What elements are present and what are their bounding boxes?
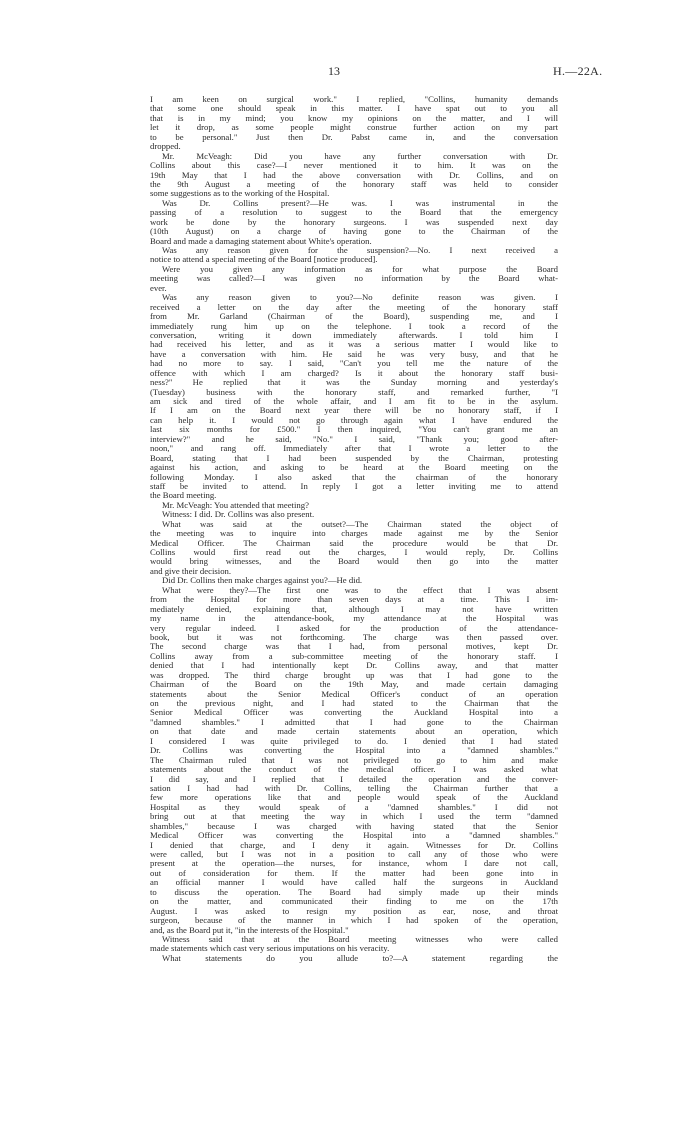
text-line: interview?" and he said, "No." I said, "Thank you; good after- [150, 434, 558, 444]
text-line: from Mr. Garland (Chairman of the Board), suspending me, and I [150, 312, 558, 322]
text-line: to be personal." Just then Dr. Pabst came in, and the conversation [150, 132, 558, 142]
text-line: Were you given any information as for what purpose the Board [162, 264, 558, 274]
text-line: If I am on the Board next year there will be no honorary staff, if I [150, 406, 558, 416]
text-line: Senior Medical Officer was converting the Auckland Hospital into a [150, 708, 558, 718]
text-line: to discuss the operation. The Board had simply made up their minds [150, 887, 558, 897]
text-line: I denied that charge, and I deny it again. Witnesses for Dr. Collins [150, 840, 558, 850]
text-line: made statements which cast very serious imputations on his veracity. [150, 944, 390, 954]
text-line: Chairman of the Board on the 19th May, and made certain damaging [150, 680, 558, 690]
text-line: let it drop, as some people might construe further action on my part [150, 123, 558, 133]
text-line: Witness: I did. Dr. Collins was also present. [162, 510, 315, 520]
text-line: the 9th August a meeting of the honorary staff was held to consider [150, 179, 558, 189]
text-line: staff be invited to attend. In reply I got a letter inviting me to attend [150, 481, 558, 491]
text-line: Mr. McVeagh: You attended that meeting? [162, 500, 309, 510]
text-line: immediately rung him up on the telephone. I took a record of the [150, 321, 558, 331]
text-line: following Monday. I also asked that the chairman of the honorary [150, 472, 558, 482]
text-line: would bring witnesses, and the Board would then go into the matter [150, 557, 558, 567]
text-line: What statements do you allude to?—A statement regarding the [162, 953, 558, 963]
text-line: some suggestions as to the working of the Hospital. [150, 189, 330, 199]
text-line: Collins away from a sub-committee meeting of the honorary staff. I [150, 651, 558, 661]
page-number: 13 [328, 64, 340, 78]
text-line: dropped. [150, 142, 181, 152]
text-line: August. I was asked to resign my position as ear, nose, and throat [150, 906, 558, 916]
text-line: Did Dr. Collins then make charges against you?—He did. [162, 576, 363, 586]
text-line: that is in my mind; you know my opinions on the matter, and I will [150, 113, 558, 123]
text-line: statements about the conduct of the medical officer. I was asked what [150, 765, 558, 775]
text-line: work be done by the honorary surgeons. I was suspended next day [150, 217, 558, 227]
text-line: What were they?—The first one was to the effect that I was absent [162, 585, 558, 595]
text-line: The Chairman ruled that I was not privileged to go to him and make [150, 755, 558, 765]
text-line: What was said at the outset?—The Chairman stated the object of [162, 519, 558, 529]
text-line: mediately denied, explaining that, although I may not have written [150, 604, 558, 614]
text-line: Medical Officer. The Chairman said the procedure would be that Dr. [150, 538, 558, 548]
text-line: The second charge was that I had, from personal motives, kept Dr. [150, 642, 558, 652]
document-reference: H.—22A. [553, 64, 603, 78]
text-line: ness?" He replied that it was the Sunday morning and yesterday's [150, 378, 558, 388]
text-line: received a letter on the day after the meeting of the honorary staff [150, 302, 558, 312]
text-line: Mr. McVeagh: Did you have any further conversation with Dr. [162, 151, 558, 161]
text-line: can help it. I would not go through again what I have endured the [150, 415, 558, 425]
text-line: (10th August) on a charge of having gone to the Chairman of the [150, 227, 558, 237]
text-line: I considered I was quite privileged to do. I denied that I had stated [150, 736, 558, 746]
text-line: am sick and tired of the whole affair, and I am fit to be in the asylum. [150, 397, 558, 406]
text-line: out of consideration for them. If the matter had been gone into in [150, 868, 558, 878]
text-line: meeting was called?—I was given no information by the Board what- [150, 274, 558, 284]
text-line: surgeon, because of the manner in which I had spoken of the operation, [150, 916, 558, 926]
text-line: the meeting was to inquire into charges made against me by the Senior [150, 529, 558, 539]
text-line: (Tuesday) business with the honorary staff, and remarked further, "I [150, 387, 558, 397]
text-line: bring out at that meeting the way in which I used the term "damned [150, 812, 558, 822]
text-line: I am keen on surgical work." I replied, "Collins, humanity demands [150, 95, 558, 104]
text-line: and, as the Board put it, "in the interests of the Hospital." [150, 925, 349, 935]
text-line: Was Dr. Collins present?—He was. I was instrumental in the [162, 198, 558, 208]
text-line: 19th May that I had the above conversation with Dr. Collins, and on [150, 170, 558, 180]
text-line: notice to attend a special meeting of the Board [notice produced]. [150, 255, 378, 265]
text-line: that some one should speak in this matter. I have spat out to you all [150, 104, 558, 114]
text-line: Witness said that at the Board meeting witnesses who were called [162, 934, 558, 944]
text-line: on the matter, and communicated their finding to me on the 17th [150, 897, 558, 907]
text-line: was dropped. The third charge brought up was that I had gone to the [150, 670, 558, 680]
text-line: Collins about this case?—I never mentioned it to him. It was on the [150, 161, 558, 171]
text-line: Collins would first read out the charges, I would reply, Dr. Collins [150, 548, 558, 557]
text-line: the Board meeting. [150, 491, 217, 501]
text-line: have a conversation with him. He said he was very busy, and that he [150, 349, 558, 359]
text-line: passing of a resolution to suggest to the Board that the emergency [150, 208, 558, 218]
text-line: and give their decision. [150, 566, 232, 576]
text-line: Medical Officer was converting the Hospital into a "damned shambles." [150, 831, 558, 841]
text-line: conversation, writing it down immediately afterwards. I told him I [150, 330, 558, 340]
text-line: offence with which I am charged? Is it about the honorary staff busi- [150, 368, 558, 378]
text-line: were called, but I was not in a position to call any of those who were [150, 850, 558, 859]
text-line: few more operations like that and people would speak of the Auckland [150, 793, 558, 803]
text-line: against his action, and asking to be heard at the Board meeting on the [150, 463, 558, 473]
text-line: noon," and rang off. Immediately after that I wrote a letter to the [150, 444, 558, 454]
text-line: my name in the attendance-book, my attendance at the Hospital was [150, 614, 558, 624]
text-line: present at the operation—the nurses, for instance, whom I dare not call, [150, 859, 558, 869]
text-line: statements about the Senior Medical Officer's conduct of an operation [150, 689, 558, 699]
text-line: Hospital as they would speak of a "damned shambles." I did not [150, 802, 558, 812]
text-line: on the previous night, and I had stated to the Chairman that the [150, 699, 558, 708]
text-line: Board, stating that I had been suspended by the Chairman, protesting [150, 453, 558, 463]
text-line: Dr. Collins was converting the Hospital into a "damned shambles." [150, 746, 558, 756]
text-line: very regular indeed. I asked for the production of the attendance- [150, 623, 558, 633]
text-line: "damned shambles." I admitted that I had gone to the Chairman [150, 717, 558, 727]
text-line: on that date and made certain statements about an operation, which [150, 727, 558, 737]
text-line: I did say, and I replied that I detailed the operation and the conver- [150, 774, 558, 784]
text-line: an official manner I would have called half the surgeons in Auckland [150, 878, 558, 888]
text-line: Board and made a damaging statement about White's operation. [150, 236, 372, 246]
text-line: Was any reason given for the suspension?—No. I next received a [162, 246, 558, 255]
text-line: had received his letter, and as it was a serious matter I would like to [150, 340, 558, 350]
text-line: shambles," because I was charged with having stated that the Senior [150, 821, 558, 831]
text-line: from the Hospital for more than seven days at a time. This I im- [150, 595, 558, 605]
text-line: last six months for £500." I then inquired, "You can't grant me an [150, 425, 558, 435]
text-line: denied that I had intentionally kept Dr. Collins away, and that matter [150, 661, 558, 671]
text-line: book, but it was not forthcoming. The charge was then passed over. [150, 632, 558, 642]
text-line: had no more to say. I said, "Can't you tell me the nature of the [150, 359, 558, 369]
text-line: sation I had had with Dr. Collins, telling the Chairman further that a [150, 783, 558, 793]
body-text [150, 95, 558, 963]
text-line: Was any reason given to you?—No definite reason was given. I [162, 293, 558, 303]
text-line: ever. [150, 283, 167, 293]
